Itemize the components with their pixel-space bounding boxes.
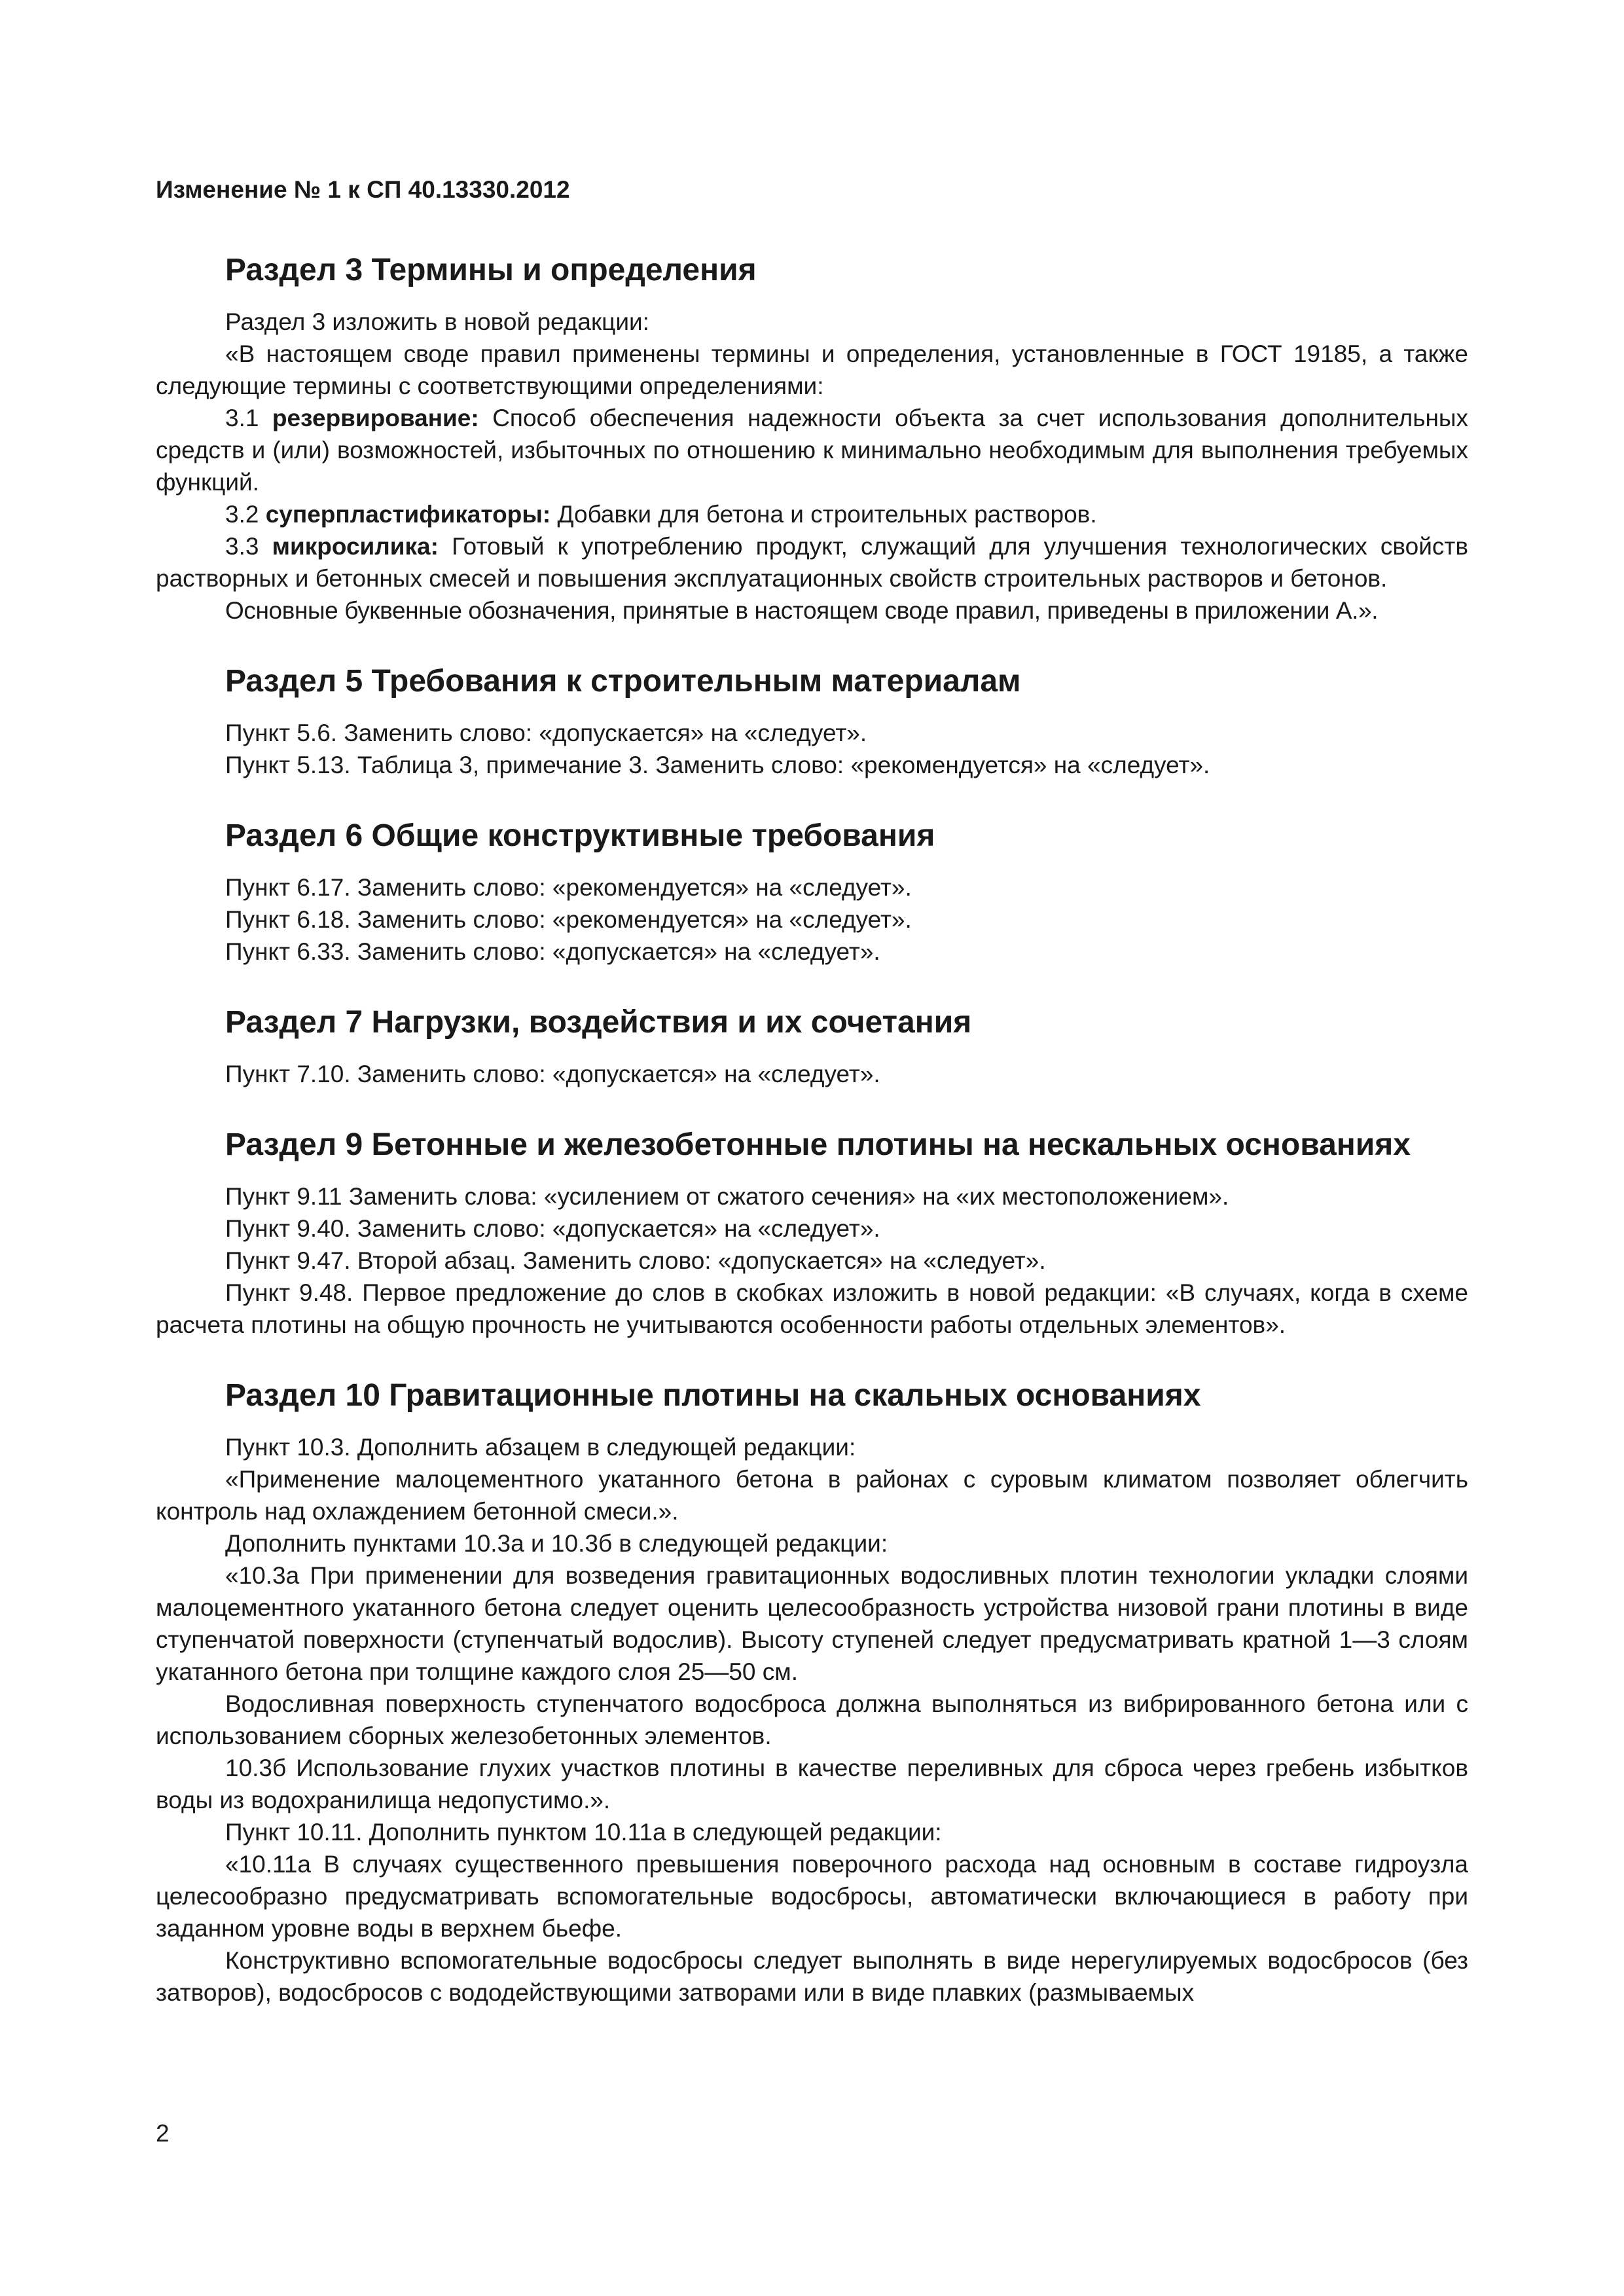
paragraph: «10.3а При применении для возведения гравитационных водосливных плотин технологии укладки слоями малоцементного укатанного бетона следует оценить целесообразность устройства низовой грани плотины в виде ступенчатой поверхности (ступенчатый водослив). Высоту ступеней следует предусматривать кратной 1—3 слоям укатанного бетона при толщине каждого слоя 25—50 см. <box>156 1562 1468 1685</box>
term-name: резервирование: <box>272 405 479 431</box>
term-number: 3.3 <box>225 533 272 560</box>
term-name: микросилика: <box>272 533 439 560</box>
paragraph: «В настоящем своде правил применены термины и определения, установленные в ГОСТ 19185, а также следующие термины с соответствующими определениями: <box>156 340 1468 399</box>
term-text: Добавки для бетона и строительных растворов. <box>550 501 1097 528</box>
term-definition-3-2 <box>156 498 1468 530</box>
section-10-title: Раздел 10 Гравитационные плотины на скальных основаниях <box>225 1378 1201 1413</box>
section-7 <box>156 1004 1468 1090</box>
paragraph: Пункт 9.47. Второй абзац. Заменить слово: «допускается» на «следует». <box>225 1247 1046 1274</box>
section-7-title: Раздел 7 Нагрузки, воздействия и их сочетания <box>225 1005 972 1040</box>
paragraph: «Применение малоцементного укатанного бетона в районах с суровым климатом позволяет облегчить контроль над охлаждением бетонной смеси.». <box>156 1466 1468 1525</box>
section-6 <box>156 818 1468 968</box>
term-text: Готовый к употреблению продукт, служащий для улучшения технологических свойств растворных и бетонных смесей и повышения эксплуатационных свойств строительных растворов и бетонов. <box>156 533 1468 592</box>
section-9-title: Раздел 9 Бетонные и железобетонные плотины на нескальных основаниях <box>225 1127 1411 1162</box>
paragraph: 10.3б Использование глухих участков плотины в качестве переливных для сброса через гребень избытков воды из водохранилища недопустимо.». <box>156 1755 1468 1813</box>
section-3 <box>156 252 1468 627</box>
paragraph: Пункт 9.48. Первое предложение до слов в скобках изложить в новой редакции: «В случаях, когда в схеме расчета плотины на общую прочность не учитываются особенности работы отдельных элементов». <box>156 1279 1468 1338</box>
paragraph: Пункт 5.13. Таблица 3, примечание 3. Заменить слово: «рекомендуется» на «следует». <box>225 752 1210 778</box>
paragraph: Пункт 6.17. Заменить слово: «рекомендуется» на «следует». <box>225 874 912 901</box>
paragraph: Пункт 10.3. Дополнить абзацем в следующей редакции: <box>225 1434 856 1461</box>
section-5-title: Раздел 5 Требования к строительным материалам <box>225 664 1021 699</box>
paragraph: Пункт 9.40. Заменить слово: «допускается» на «следует». <box>225 1215 880 1242</box>
paragraph: Пункт 6.33. Заменить слово: «допускается» на «следует». <box>225 938 880 965</box>
document-header: Изменение № 1 к СП 40.13330.2012 <box>156 176 570 203</box>
paragraph: Пункт 7.10. Заменить слово: «допускается» на «следует». <box>225 1061 880 1087</box>
term-name: суперпластификаторы: <box>265 501 551 528</box>
paragraph: «10.11а В случаях существенного превышения поверочного расхода над основным в составе гидроузла целесообразно предусматривать вспомогательные водосбросы, автоматически включающиеся в работу при заданном уровне воды в верхнем бьефе. <box>156 1851 1468 1942</box>
paragraph: Пункт 6.18. Заменить слово: «рекомендуется» на «следует». <box>225 906 912 933</box>
section-6-title: Раздел 6 Общие конструктивные требования <box>225 818 935 853</box>
paragraph: Пункт 5.6. Заменить слово: «допускается» на «следует». <box>225 720 867 746</box>
section-10 <box>156 1377 1468 2009</box>
term-text: Способ обеспечения надежности объекта за счет использования дополнительных средств и (или) возможностей, избыточных по отношению к минимально необходимым для выполнения требуемых функций. <box>156 405 1469 496</box>
section-3-title: Раздел 3 Термины и определения <box>225 253 757 287</box>
section-5 <box>156 663 1468 781</box>
term-definition-3-3 <box>156 530 1468 594</box>
document-body <box>156 252 1468 2045</box>
term-number: 3.2 <box>225 501 266 528</box>
section-9 <box>156 1127 1468 1341</box>
paragraph: Основные буквенные обозначения, принятые в настоящем своде правил, приведены в приложении А.». <box>225 597 1379 624</box>
paragraph: Дополнить пунктами 10.3а и 10.3б в следующей редакции: <box>225 1530 888 1557</box>
term-definition-3-1 <box>156 402 1468 498</box>
paragraph: Пункт 10.11. Дополнить пунктом 10.11а в следующей редакции: <box>225 1819 942 1846</box>
term-number: 3.1 <box>225 405 272 431</box>
paragraph: Пункт 9.11 Заменить слова: «усилением от сжатого сечения» на «их местоположением». <box>225 1183 1229 1210</box>
paragraph: Водосливная поверхность ступенчатого водосброса должна выполняться из вибрированного бетона или с использованием сборных железобетонных элементов. <box>156 1690 1468 1749</box>
paragraph: Конструктивно вспомогательные водосбросы следует выполнять в виде нерегулируемых водосбросов (без затворов), водосбросов с вододействующими затворами или в виде плавких (размываемых <box>156 1947 1468 2006</box>
page-number: 2 <box>156 2120 170 2147</box>
paragraph: Раздел 3 изложить в новой редакции: <box>225 308 649 335</box>
